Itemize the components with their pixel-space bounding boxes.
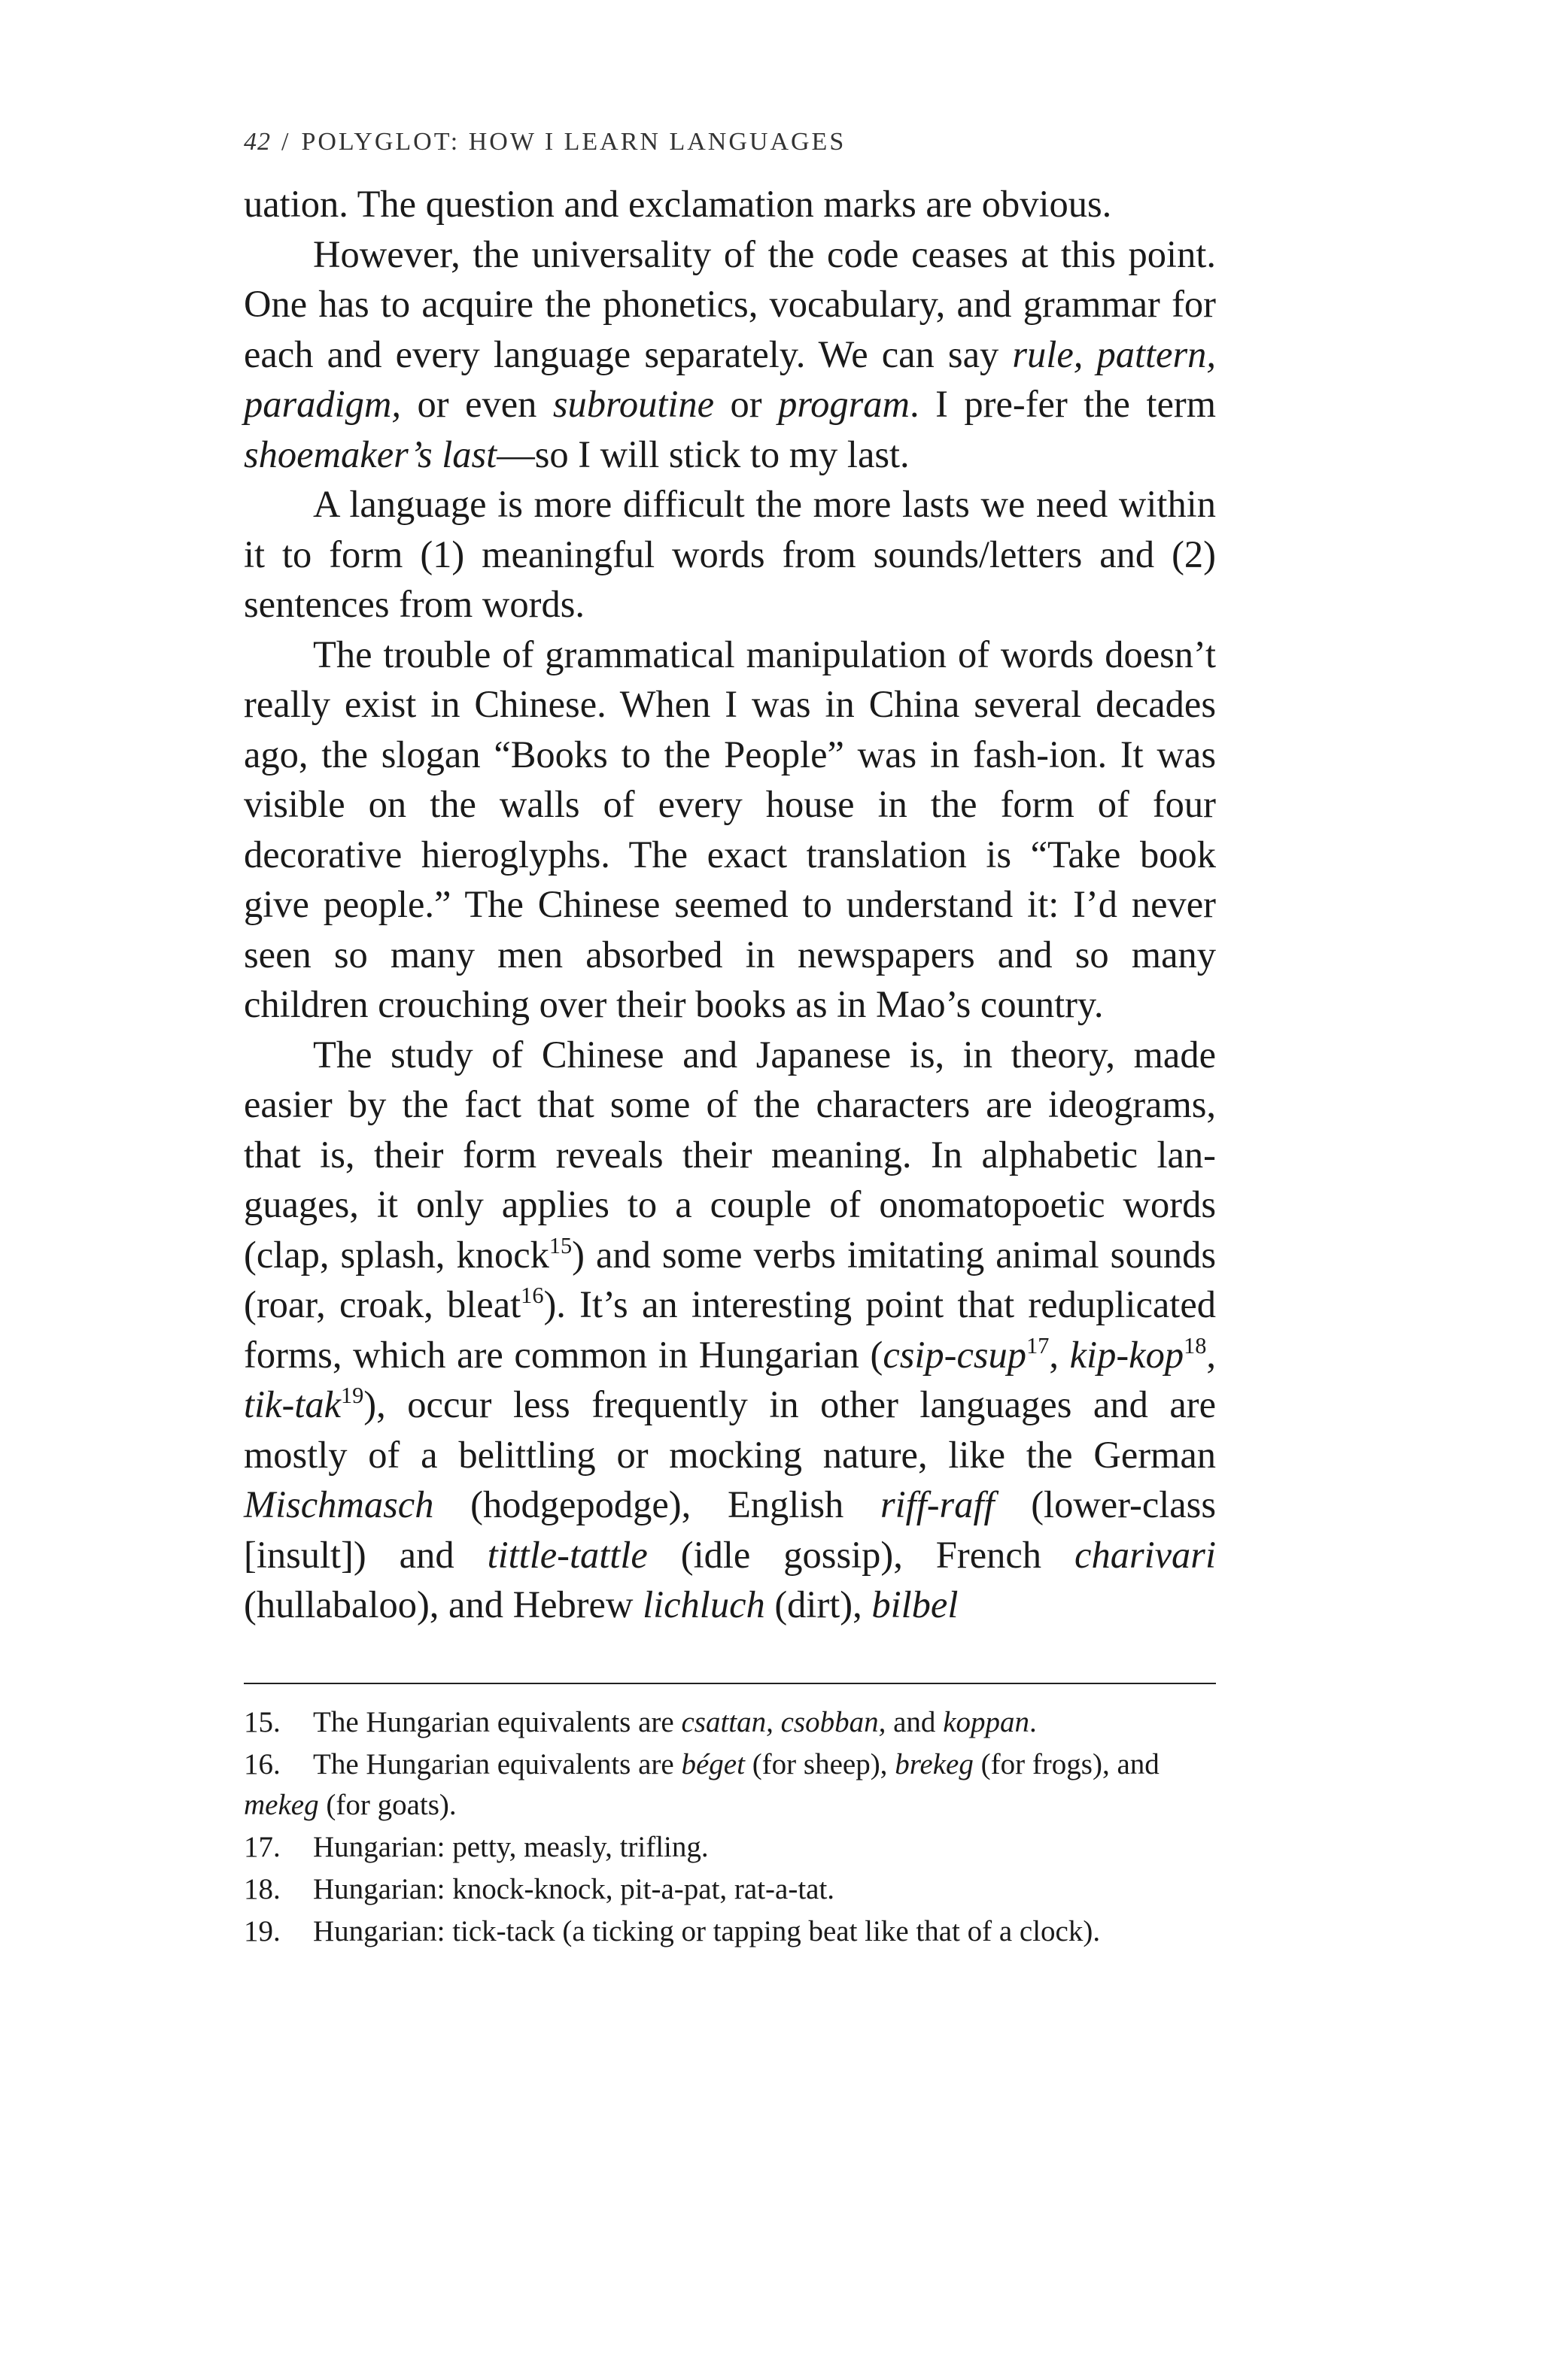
- paragraph-1: [244, 179, 1216, 229]
- p2-text-a: However, the universality of the code ceases at this point. One has to acquire the phonetics, vocabulary, and grammar for each and every language separately. We can say: [244, 232, 1216, 375]
- p5-text-s: (dirt),: [764, 1583, 872, 1626]
- footnote-19-text: Hungarian: tick-tack (a ticking or tapping beat like that of a clock).: [313, 1914, 1101, 1947]
- footnote-16-text-a: The Hungarian equivalents are: [313, 1747, 682, 1780]
- p5-italic-lichluch: lichluch: [643, 1583, 765, 1626]
- footnote-15-italic-a: csattan, csobban,: [681, 1705, 886, 1738]
- book-page: [244, 128, 1216, 1953]
- footnote-17-text: Hungarian: petty, measly, trifling.: [313, 1830, 709, 1863]
- footnote-15-italic-koppan: koppan: [943, 1705, 1029, 1738]
- p5-italic-tittle-tattle: tittle-tattle: [487, 1533, 648, 1576]
- p5-text-m: (lower-class [insult]) and: [244, 1483, 1216, 1576]
- p2-italic-subroutine: subroutine: [552, 383, 715, 425]
- footnote-16-italic-mekeg: mekeg: [244, 1788, 319, 1821]
- paragraph-1-text: uation. The question and exclamation marks are obvious.: [244, 183, 1112, 225]
- page-number: 42: [244, 128, 271, 156]
- paragraph-4-text: The trouble of grammatical manipulation of words doesn’t really exist in Chinese. When I was in China several decades ago, the slogan “Books to the People” was in fash-ion. It was visible on the walls of every house in the form of four decorative hieroglyphs. The exact translation is “Take book give people.” The Chinese seemed to understand it: I’d never seen so many men absorbed in newspapers and so many children crouching over their books as in Mao’s country.: [244, 633, 1216, 1025]
- p5-text-q: (hullabaloo), and Hebrew: [244, 1583, 643, 1626]
- body-text: [244, 179, 1216, 1630]
- footnote-16-text-g: (for goats).: [318, 1788, 457, 1821]
- header-separator: /: [281, 128, 291, 156]
- footnote-16: [244, 1744, 1216, 1826]
- footnote-19: [244, 1911, 1216, 1952]
- paragraph-4: [244, 630, 1216, 1030]
- paragraph-3-text: A language is more difficult the more lasts we need within it to form (1) meaningful words from sounds/letters and (2) sentences from words.: [244, 483, 1216, 625]
- p5-italic-tik-tak: tik-tak: [244, 1383, 341, 1425]
- p5-text-b: ) and some verbs imitating animal sounds (roar, croak, bleat: [244, 1233, 1216, 1325]
- footnote-ref-15[interactable]: 15: [549, 1232, 573, 1258]
- p5-italic-csip-csup: csip-csup: [883, 1333, 1027, 1376]
- footnote-15-text-a: The Hungarian equivalents are: [313, 1705, 682, 1738]
- p5-italic-kip-kop: kip-kop: [1069, 1333, 1184, 1376]
- footnote-ref-19[interactable]: 19: [341, 1383, 364, 1409]
- footnote-number: 15.: [244, 1705, 281, 1738]
- footnote-16-italic-brekeg: brekeg: [895, 1747, 974, 1780]
- footnote-18: [244, 1869, 1216, 1910]
- p2-text-c: or even: [401, 383, 553, 425]
- footnote-number: 19.: [244, 1914, 281, 1947]
- p5-text-g: ,: [1206, 1333, 1216, 1376]
- footnote-ref-17[interactable]: 17: [1026, 1332, 1050, 1358]
- p2-text-e: or: [714, 383, 779, 425]
- p2-text-i: —so I will stick to my last.: [497, 433, 910, 475]
- footnote-16-text-e: (for frogs), and: [973, 1747, 1160, 1780]
- p2-italic-program: program: [778, 383, 910, 425]
- p2-italic-shoemakers-last: shoemaker’s last: [244, 433, 497, 475]
- p5-text-e: ,: [1049, 1333, 1070, 1376]
- footnote-divider: [244, 1683, 1216, 1684]
- footnote-17: [244, 1827, 1216, 1868]
- footnotes: [244, 1702, 1216, 1952]
- footnote-15-text-e: .: [1029, 1705, 1037, 1738]
- p5-italic-riff-raff: riff-raff: [880, 1483, 995, 1525]
- paragraph-2: [244, 229, 1216, 480]
- footnote-16-italic-beget: béget: [681, 1747, 745, 1780]
- footnote-ref-18[interactable]: 18: [1184, 1332, 1207, 1358]
- footnote-15-text-c: and: [886, 1705, 944, 1738]
- paragraph-5: [244, 1030, 1216, 1630]
- footnote-18-text: Hungarian: knock-knock, pit-a-pat, rat-a-tat.: [313, 1872, 835, 1905]
- running-head: [244, 128, 1216, 156]
- footnote-number: 16.: [244, 1747, 281, 1780]
- p5-text-k: (hodgepodge), English: [433, 1483, 880, 1525]
- p5-italic-charivari: charivari: [1074, 1533, 1216, 1576]
- p5-italic-bilbel: bilbel: [871, 1583, 959, 1626]
- p2-italic-rule-pattern-paradigm: rule, pattern, paradigm,: [244, 332, 1216, 425]
- p5-text-a: The study of Chinese and Japanese is, in theory, made easier by the fact that some of the characters are ideograms, that is, their form reveals their meaning. In alphabetic lan-guages, it only applies to a couple of onomatopoetic words (clap, splash, knock: [244, 1033, 1216, 1276]
- p2-text-g: . I pre-fer the term: [910, 383, 1216, 425]
- p5-text-i: ), occur less frequently in other languages and are mostly of a belittling or mocking nature, like the German: [244, 1383, 1216, 1476]
- footnote-15: [244, 1702, 1216, 1743]
- footnote-16-text-c: (for sheep),: [744, 1747, 895, 1780]
- p5-text-c: ). It’s an interesting point that reduplicated forms, which are common in Hungarian (: [244, 1283, 1216, 1376]
- footnote-number: 17.: [244, 1830, 281, 1863]
- p5-italic-mischmasch: Mischmasch: [244, 1483, 434, 1525]
- book-title: POLYGLOT: HOW I LEARN LANGUAGES: [301, 128, 846, 156]
- footnote-number: 18.: [244, 1872, 281, 1905]
- paragraph-3: [244, 479, 1216, 630]
- p5-text-o: (idle gossip), French: [647, 1533, 1075, 1576]
- footnote-ref-16[interactable]: 16: [521, 1283, 544, 1309]
